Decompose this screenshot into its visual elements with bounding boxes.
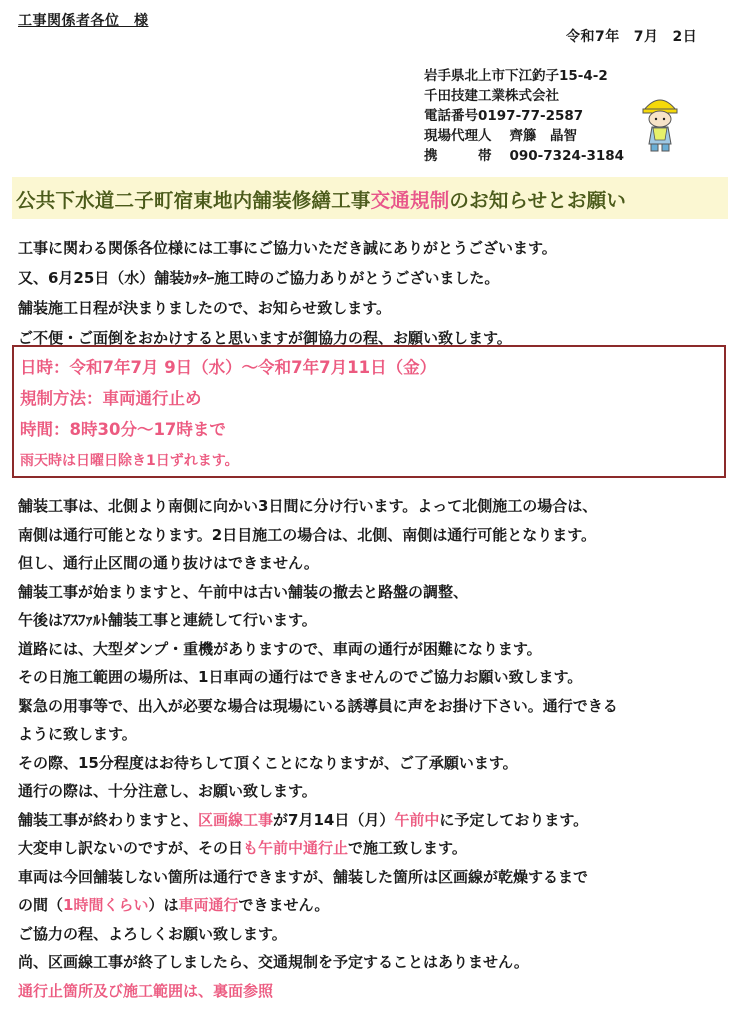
regulation-details [20, 352, 436, 475]
highlight-text: 車両通行 [178, 896, 239, 914]
regulation-dates: 日時：令和7年7月 9日（水）～令和7年7月11日（金） [20, 358, 437, 377]
sender-block [424, 66, 624, 166]
title-suffix: のお知らせとお願い [449, 189, 627, 212]
highlight-text: 1時間くらい [63, 896, 149, 914]
highlight-text: も午前中通行止 [243, 839, 349, 857]
body-line: ご協力の程、よろしくお願い致します。 [18, 924, 287, 943]
body-text: ）は [148, 896, 179, 914]
body-text: できません。 [238, 896, 330, 914]
date-era: 令和7年 [566, 29, 620, 45]
body-line: 車両は今回舗装しない箇所は通行できますが、舗装した箇所は区画線が乾燥するまで [18, 867, 589, 886]
sender-phone: 電話番号0197-77-2587 [424, 108, 584, 124]
title-prefix: 公共下水道二子町宿東地内舗装修繕工事 [16, 189, 371, 212]
addressee: 工事関係者各位 様 [18, 13, 149, 29]
body-text: で施工致します。 [348, 839, 467, 857]
body-text: の間（ [18, 896, 64, 914]
body-text: 大変申し訳ないのですが、その日 [18, 839, 244, 857]
site-agent [424, 126, 624, 146]
construction-worker-mascot-icon [638, 92, 682, 152]
body-line: 南側は通行可能となります。2日目施工の場合は、北側、南側は通行可能となります。 [18, 525, 597, 544]
reverse-side-note: 通行止箇所及び施工範囲は、裏面参照 [18, 981, 274, 1000]
mobile-label: 携 帯 [424, 148, 492, 164]
body-line: 午後はｱｽﾌｧﾙﾄ舗装工事と連続して行います。 [18, 611, 317, 629]
body-text: が7月14日（月） [273, 810, 395, 829]
body-line [18, 891, 618, 920]
body-line: その日施工範囲の場所は、1日車両の通行はできませんのでご協力お願い致します。 [18, 668, 583, 686]
site-agent-name: 齊籐 晶智 [509, 128, 577, 144]
intro-line: ご不便・ご面倒をおかけすると思いますが御協力の程、お願い致します。 [18, 329, 512, 347]
intro-paragraph [18, 233, 557, 353]
document-date [566, 26, 697, 46]
body-line: 舗装工事が始まりますと、午前中は古い舗装の撤去と路盤の調整、 [18, 582, 469, 601]
body-text: 舗装工事が終わりますと、 [18, 810, 199, 829]
mobile [424, 146, 624, 166]
intro-line: 工事に関わる関係各位様には工事にご協力いただき誠にありがとうございます。 [18, 239, 557, 257]
highlight-text: 午前中 [394, 810, 440, 829]
body-line: 道路には、大型ダンプ・重機がありますので、車両の通行が困難になります。 [18, 639, 542, 658]
regulation-hours: 時間：8時30分～17時まで [20, 420, 226, 439]
body-line: 尚、区画線工事が終了しましたら、交通規制を予定することはありません。 [18, 953, 529, 971]
date-day: 2日 [672, 29, 698, 45]
site-agent-label: 現場代理人 [424, 128, 492, 144]
body-paragraph [18, 492, 618, 1005]
body-line: 通行の際は、十分注意し、お願い致します。 [18, 782, 317, 800]
body-line: 舗装工事は、北側より南側に向かい3日間に分け行います。よって北側施工の場合は、 [18, 497, 598, 515]
rain-note: 雨天時は日曜日除き1日ずれます。 [20, 453, 239, 469]
body-line: その際、15分程度はお待ちして頂くことになりますが、ご了承願います。 [18, 753, 518, 772]
body-text: に予定しております。 [439, 810, 589, 829]
title-highlight: 交通規制 [370, 189, 450, 212]
notice-title [16, 185, 626, 213]
sender-company: 千田技建工業株式会社 [424, 88, 559, 104]
body-line: 但し、通行止区間の通り抜けはできません。 [18, 554, 319, 572]
mobile-number: 090-7324-3184 [509, 148, 625, 164]
sender-address: 岩手県北上市下江釣子15-4-2 [424, 68, 608, 84]
body-line [18, 834, 618, 863]
regulation-method: 規制方法：車両通行止め [20, 389, 202, 408]
body-line: 緊急の用事等で、出入が必要な場合は現場にいる誘導員に声をお掛け下さい。通行できる [18, 696, 618, 715]
intro-line: 又、6月25日（水）舗装ｶｯﾀｰ施工時のご協力ありがとうございました。 [18, 269, 500, 287]
body-line [18, 806, 618, 835]
highlight-text: 区画線工事 [198, 810, 274, 829]
intro-line: 舗装施工日程が決まりましたので、お知らせ致します。 [18, 299, 392, 317]
body-line: ように致します。 [18, 725, 137, 743]
date-month: 7月 [633, 29, 659, 45]
